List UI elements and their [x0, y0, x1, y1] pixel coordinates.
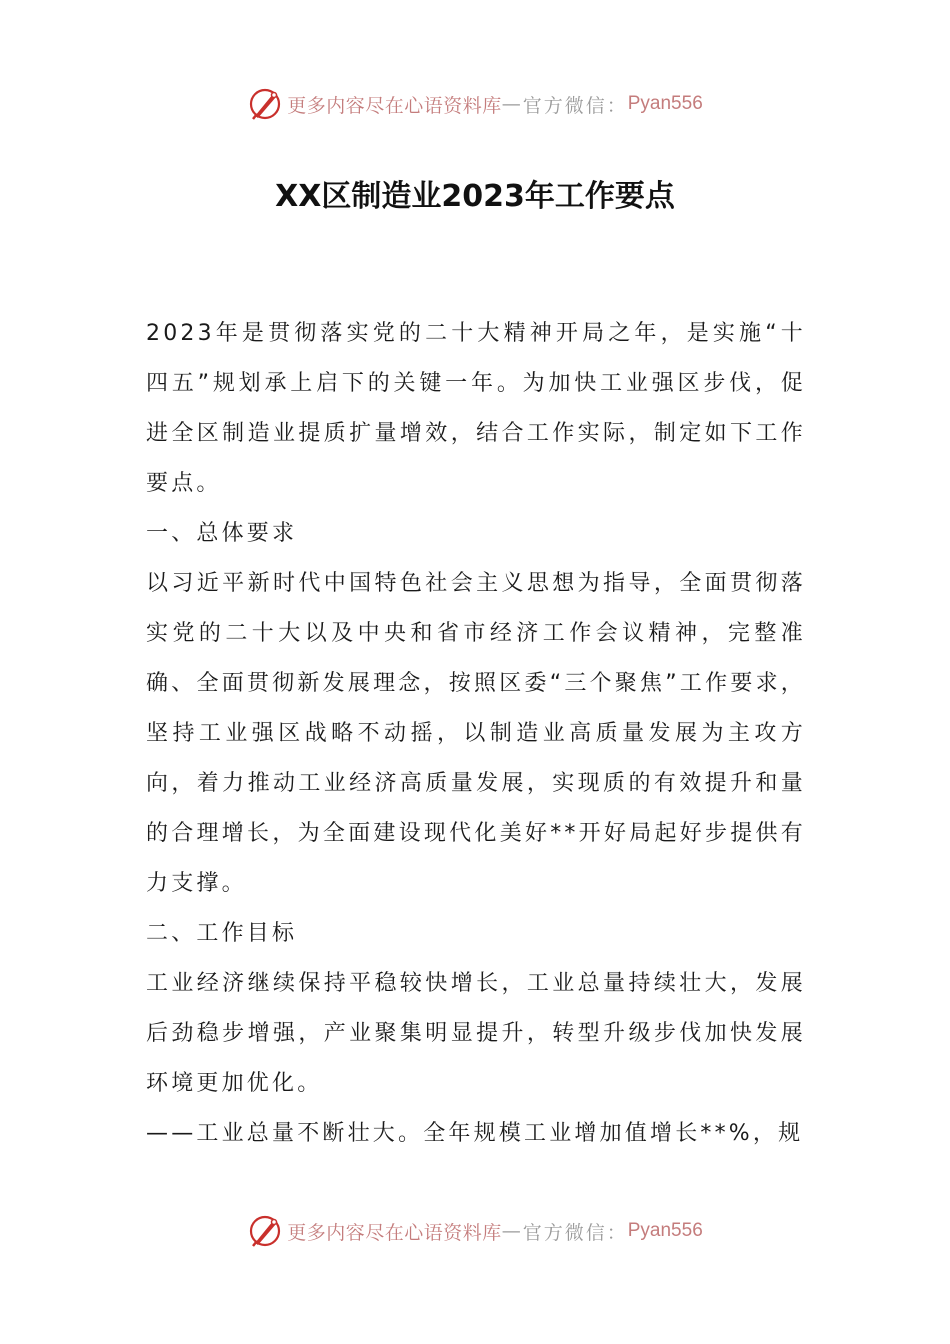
- goal-item-paragraph: ——工业总量不断壮大。全年规模工业增加值增长**%，规: [146, 1121, 804, 1146]
- section-heading-goals: 二、工作目标: [146, 921, 298, 946]
- wechat-label: 官方微信：: [522, 94, 628, 117]
- goals-paragraph: 工业经济继续保持平稳较快增长，工业总量持续壮大，发展后劲稳步增强，产业聚集明显提升，转型升级步伐加快发展环境更加优化。: [146, 971, 806, 1096]
- brand-text: 更多内容尽在心语资料库: [287, 1221, 502, 1244]
- quill-logo-icon: [247, 1213, 283, 1249]
- quill-logo-icon: [247, 86, 283, 122]
- document-title: XX区制造业2023年工作要点: [275, 179, 675, 214]
- footer-banner: [0, 1211, 950, 1251]
- general-requirements-paragraph: 以习近平新时代中国特色社会主义思想为指导，全面贯彻落实党的二十大以及中央和省市经济工作会议精神，完整准确、全面贯彻新发展理念，按照区委“三个聚焦”工作要求，坚持工业强区战略不动摇，以制造业高质量发展为主攻方向，着力推动工业经济高质量发展，实现质的有效提升和量的合理增长，为全面建设现代化美好**开好局起好步提供有力支撑。: [146, 571, 806, 896]
- wechat-label: 官方微信：: [522, 1221, 628, 1244]
- document-body: [146, 309, 806, 1159]
- wechat-id: Pyan556: [627, 1220, 703, 1241]
- intro-paragraph: 2023年是贯彻落实党的二十大精神开局之年，是实施“十四五”规划承上启下的关键一年。为加快工业强区步伐，促进全区制造业提质扩量增效，结合工作实际，制定如下工作要点。: [146, 321, 806, 496]
- wechat-id: Pyan556: [627, 93, 703, 114]
- section-heading-general: 一、总体要求: [146, 521, 298, 546]
- brand-text: 更多内容尽在心语资料库: [287, 94, 502, 117]
- banner-dash: —: [501, 93, 523, 115]
- banner-dash: —: [501, 1220, 523, 1242]
- header-banner: [0, 84, 950, 124]
